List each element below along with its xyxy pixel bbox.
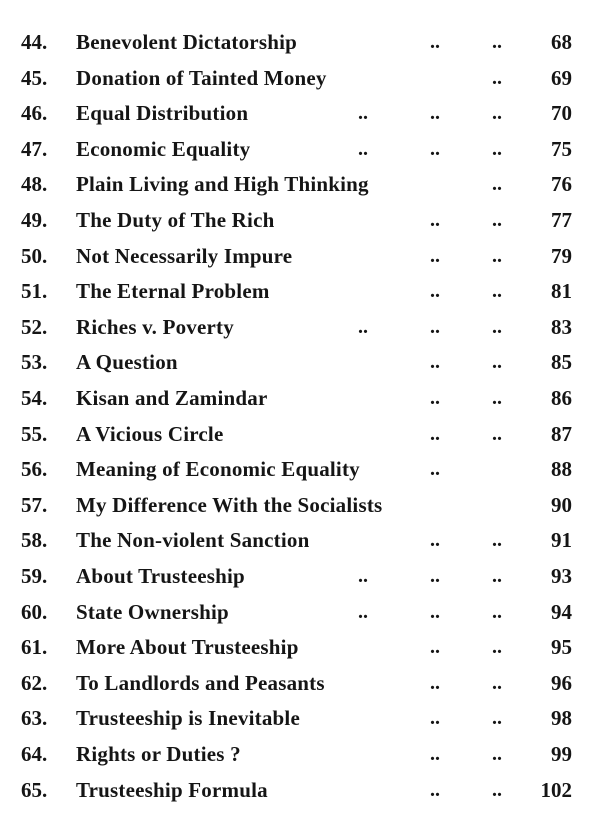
entry-page: 90 bbox=[551, 492, 572, 517]
dot-leader: .. bbox=[358, 137, 368, 160]
toc-entry bbox=[0, 452, 600, 486]
dot-leader: .. bbox=[430, 458, 440, 481]
dot-leader: .. bbox=[430, 387, 440, 409]
entry-number: 50. bbox=[21, 243, 48, 268]
toc-entry bbox=[0, 96, 600, 130]
entry-number: 47. bbox=[21, 136, 48, 161]
dot-leader: .. bbox=[492, 600, 502, 623]
dot-leader: .. bbox=[492, 529, 502, 552]
entry-title: Rights or Duties ? bbox=[76, 742, 241, 766]
entry-page: 85 bbox=[551, 350, 572, 375]
dot-leader: .. bbox=[430, 137, 440, 160]
entry-title: The Non-violent Sanction bbox=[76, 528, 310, 553]
entry-number: 56. bbox=[21, 457, 48, 482]
entry-number: 62. bbox=[21, 670, 48, 695]
dot-leader: .. bbox=[430, 209, 440, 231]
entry-title: Plain Living and High Thinking bbox=[76, 172, 369, 197]
entry-title: Equal Distribution bbox=[76, 101, 249, 126]
entry-number: 55. bbox=[21, 421, 48, 446]
entry-page: 98 bbox=[551, 706, 572, 731]
dot-leader: .. bbox=[492, 778, 502, 801]
dot-leader: .. bbox=[430, 31, 440, 53]
toc-entry bbox=[0, 523, 600, 557]
entry-page: 69 bbox=[551, 65, 572, 90]
toc-entry bbox=[0, 310, 600, 344]
entry-page: 81 bbox=[551, 279, 572, 304]
entry-title: Donation of Tainted Money bbox=[76, 65, 327, 90]
dot-leader: .. bbox=[358, 102, 368, 125]
entry-number: 49. bbox=[21, 208, 48, 232]
entry-page: 79 bbox=[551, 243, 572, 268]
toc-entry bbox=[0, 595, 600, 629]
entry-title: A Vicious Circle bbox=[76, 421, 224, 446]
dot-leader: .. bbox=[492, 173, 502, 196]
entry-title: Meaning of Economic Equality bbox=[76, 457, 360, 482]
entry-page: 93 bbox=[551, 564, 572, 588]
toc-entry bbox=[0, 381, 600, 415]
dot-leader: .. bbox=[430, 102, 440, 125]
dot-leader: .. bbox=[492, 565, 502, 587]
entry-number: 57. bbox=[21, 492, 48, 517]
entry-title: The Duty of The Rich bbox=[76, 208, 275, 232]
entry-number: 52. bbox=[21, 314, 48, 339]
entry-number: 54. bbox=[21, 386, 48, 410]
dot-leader: .. bbox=[492, 707, 502, 730]
entry-page: 94 bbox=[551, 599, 572, 624]
entry-number: 59. bbox=[21, 564, 48, 588]
entry-title: Benevolent Dictatorship bbox=[76, 30, 297, 54]
entry-number: 58. bbox=[21, 528, 48, 553]
toc-entry bbox=[0, 203, 600, 237]
entry-number: 61. bbox=[21, 635, 48, 660]
dot-leader: .. bbox=[430, 351, 440, 374]
toc-entry bbox=[0, 737, 600, 771]
dot-leader: .. bbox=[430, 600, 440, 623]
toc-entry bbox=[0, 488, 600, 522]
dot-leader: .. bbox=[492, 671, 502, 694]
dot-leader: .. bbox=[430, 529, 440, 552]
dot-leader: .. bbox=[358, 315, 368, 338]
toc-entry bbox=[0, 167, 600, 201]
toc-entry bbox=[0, 274, 600, 308]
toc-entry bbox=[0, 666, 600, 700]
dot-leader: .. bbox=[430, 244, 440, 267]
entry-number: 53. bbox=[21, 350, 48, 375]
entry-page: 70 bbox=[551, 101, 572, 126]
dot-leader: .. bbox=[430, 422, 440, 445]
entry-number: 44. bbox=[21, 30, 48, 54]
entry-number: 60. bbox=[21, 599, 48, 624]
dot-leader: .. bbox=[492, 102, 502, 125]
dot-leader: .. bbox=[430, 315, 440, 338]
entry-title: The Eternal Problem bbox=[76, 279, 270, 304]
dot-leader: .. bbox=[430, 778, 440, 801]
dot-leader: .. bbox=[430, 565, 440, 587]
entry-number: 51. bbox=[21, 279, 48, 304]
entry-number: 64. bbox=[21, 742, 48, 766]
dot-leader: .. bbox=[492, 743, 502, 765]
entry-number: 63. bbox=[21, 706, 48, 731]
toc-entry bbox=[0, 61, 600, 95]
entry-page: 88 bbox=[551, 457, 572, 482]
entry-page: 76 bbox=[551, 172, 572, 197]
entry-number: 48. bbox=[21, 172, 48, 197]
entry-title: Not Necessarily Impure bbox=[76, 243, 293, 268]
entry-title: Kisan and Zamindar bbox=[76, 386, 268, 410]
entry-title: Trusteeship is Inevitable bbox=[76, 706, 300, 731]
dot-leader: .. bbox=[358, 565, 368, 587]
dot-leader: .. bbox=[430, 671, 440, 694]
entry-title: A Question bbox=[76, 350, 178, 375]
entry-page: 77 bbox=[551, 208, 572, 232]
entry-title: State Ownership bbox=[76, 599, 229, 624]
dot-leader: .. bbox=[492, 244, 502, 267]
entry-page: 99 bbox=[551, 742, 572, 766]
entry-page: 87 bbox=[551, 421, 572, 446]
entry-title: Trusteeship Formula bbox=[76, 777, 268, 802]
dot-leader: .. bbox=[492, 137, 502, 160]
entry-title: More About Trusteeship bbox=[76, 635, 299, 660]
entry-title: Riches v. Poverty bbox=[76, 314, 234, 339]
dot-leader: .. bbox=[492, 31, 502, 53]
toc-entry bbox=[0, 773, 600, 807]
toc-entry bbox=[0, 630, 600, 664]
entry-number: 46. bbox=[21, 101, 48, 126]
toc-entry bbox=[0, 132, 600, 166]
entry-page: 68 bbox=[551, 30, 572, 54]
entry-title: My Difference With the Socialists bbox=[76, 492, 383, 517]
dot-leader: .. bbox=[492, 209, 502, 231]
entry-page: 91 bbox=[551, 528, 572, 553]
entry-page: 96 bbox=[551, 670, 572, 695]
entry-page: 75 bbox=[551, 136, 572, 161]
toc-entry bbox=[0, 239, 600, 273]
entry-page: 86 bbox=[551, 386, 572, 410]
toc-entry bbox=[0, 559, 600, 593]
entry-number: 65. bbox=[21, 777, 48, 802]
dot-leader: .. bbox=[492, 387, 502, 409]
entry-number: 45. bbox=[21, 65, 48, 90]
toc-entry bbox=[0, 345, 600, 379]
dot-leader: .. bbox=[430, 743, 440, 765]
dot-leader: .. bbox=[492, 315, 502, 338]
toc-entry bbox=[0, 701, 600, 735]
entry-title: About Trusteeship bbox=[76, 564, 245, 588]
dot-leader: .. bbox=[492, 636, 502, 659]
entry-page: 83 bbox=[551, 314, 572, 339]
entry-page: 102 bbox=[540, 777, 572, 802]
dot-leader: .. bbox=[492, 66, 502, 89]
toc-entry bbox=[0, 417, 600, 451]
dot-leader: .. bbox=[430, 707, 440, 730]
dot-leader: .. bbox=[492, 280, 502, 303]
entry-title: Economic Equality bbox=[76, 136, 251, 161]
toc-entry bbox=[0, 25, 600, 59]
dot-leader: .. bbox=[492, 351, 502, 374]
dot-leader: .. bbox=[492, 422, 502, 445]
entry-page: 95 bbox=[551, 635, 572, 660]
dot-leader: .. bbox=[358, 600, 368, 623]
dot-leader: .. bbox=[430, 280, 440, 303]
entry-title: To Landlords and Peasants bbox=[76, 670, 325, 695]
dot-leader: .. bbox=[430, 636, 440, 659]
